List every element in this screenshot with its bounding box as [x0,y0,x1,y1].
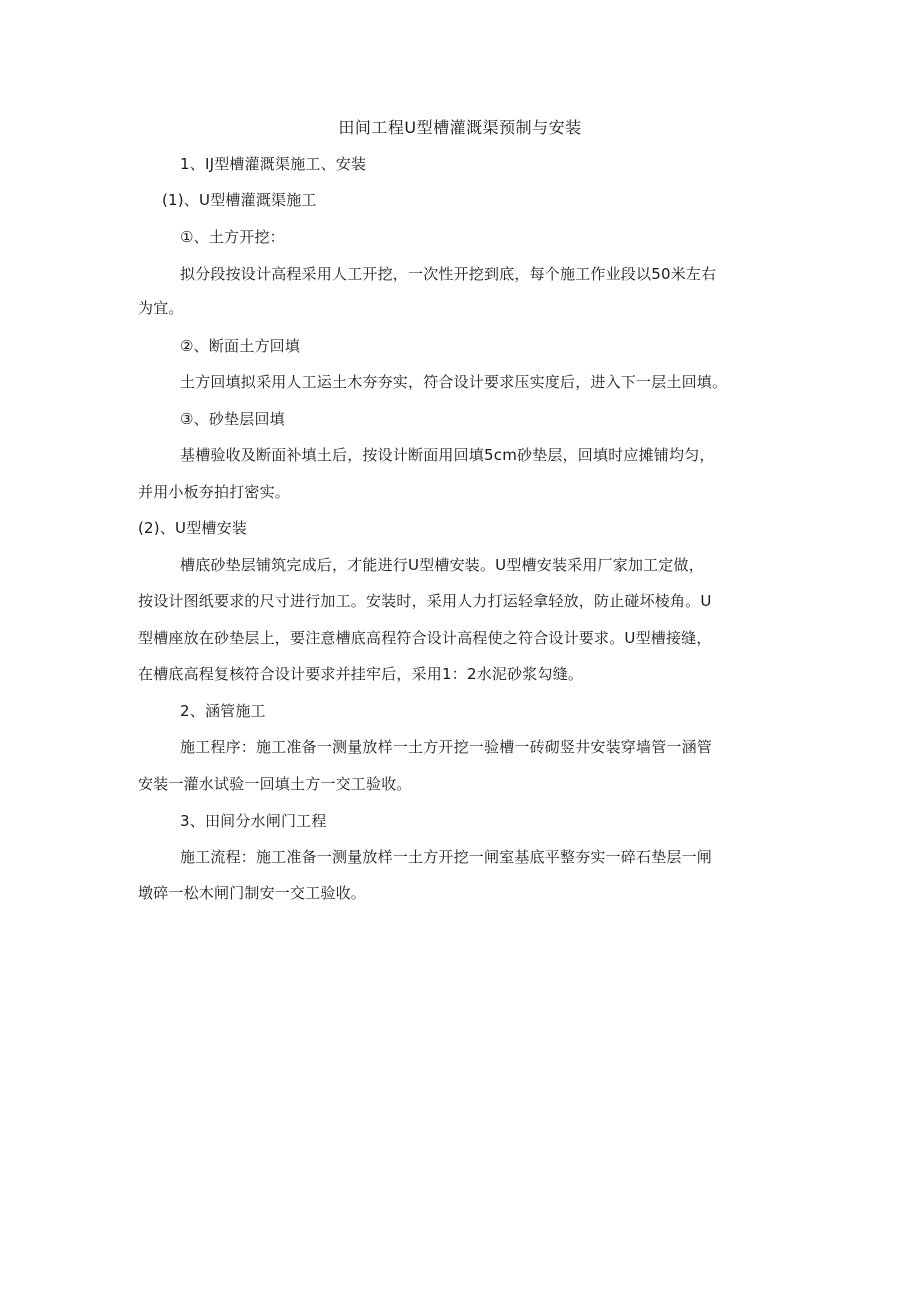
step-1-text-line-1: 拟分段按设计高程采用人工开挖，一次性开挖到底，每个施工作业段以50米左右 [180,265,717,283]
section-3-heading: 3、田间分水闸门工程 [180,812,327,830]
step-2-text-line-1: 土方回填拟采用人工运土木夯夯实，符合设计要求压实度后，进入下一层土回填。 [180,373,728,391]
section-2-text-line-1: 施工程序：施工准备一测量放样一土方开挖一验槽一砖砌竖井安装穿墙管一涵管 [180,738,713,756]
subsection-1-2-heading: (2)、U型槽安装 [138,519,248,537]
section-2-text-line-2: 安装一灌水试验一回填土方一交工验收。 [138,775,412,793]
document-title: 田间工程U型槽灌溉渠预制与安装 [338,118,582,137]
step-1-text-line-2: 为宜。 [138,299,184,317]
subsection-1-1-heading: (1)、U型槽灌溉渠施工 [162,191,317,209]
section-2-heading: 2、涵管施工 [180,702,266,720]
install-text-line-4: 在槽底高程复核符合设计要求并挂牢后，采用1：2水泥砂浆勾缝。 [138,665,584,683]
install-text-line-3: 型槽座放在砂垫层上，要注意槽底高程符合设计高程使之符合设计要求。U型槽接缝， [138,629,712,647]
install-text-line-1: 槽底砂垫层铺筑完成后，才能进行U型槽安装。U型槽安装采用厂家加工定做， [180,556,704,574]
install-text-line-2: 按设计图纸要求的尺寸进行加工。安装时，采用人力打运轻拿轻放，防止碰坏棱角。U [138,592,712,610]
step-3-heading: ③、砂垫层回填 [180,410,285,428]
section-1-heading: 1、IJ型槽灌溉渠施工、安装 [180,155,367,173]
step-1-heading: ①、土方开挖： [180,228,285,246]
section-3-text-line-2: 墩碎一松木闸门制安一交工验收。 [138,884,367,902]
step-2-heading: ②、断面土方回填 [180,337,301,355]
step-3-text-line-2: 并用小板夯拍打密实。 [138,483,291,501]
section-3-text-line-1: 施工流程：施工准备一测量放样一土方开挖一闸室基底平整夯实一碎石垫层一闸 [180,848,713,866]
step-3-text-line-1: 基槽验收及断面补填土后，按设计断面用回填5cm砂垫层，回填时应摊铺均匀， [180,446,715,464]
